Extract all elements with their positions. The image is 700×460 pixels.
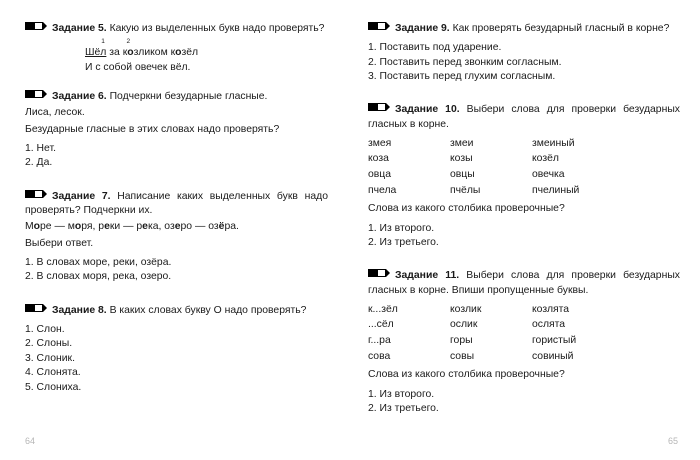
task-11-question: Слова из какого столбика проверочные? (368, 369, 565, 381)
task-8-label: Задание 8. (52, 304, 107, 316)
task-9 (368, 22, 680, 84)
task-10 (368, 103, 680, 250)
task-10-word-table (368, 136, 680, 198)
task-10-label: Задание 10. (395, 104, 460, 116)
task-marker-icon (25, 304, 47, 312)
task-9-options (368, 41, 680, 84)
task-7-instruction: Выбери ответ. (25, 237, 94, 249)
task-7 (25, 190, 328, 285)
task-marker-icon (368, 22, 390, 30)
word-table-cell: овца (368, 169, 392, 181)
word-table-row (368, 151, 680, 167)
task-5-poem-line-2 (25, 61, 328, 75)
task-6-options (25, 142, 328, 171)
task-6-heading (25, 90, 328, 104)
task-11-option-2[interactable]: 2. Из третьего. (368, 403, 439, 415)
word-table-cell: змеиный (532, 137, 575, 149)
word-table-cell: козёл (532, 153, 559, 165)
word-table-cell: к...зёл (368, 303, 398, 315)
task-11-label: Задание 11. (395, 270, 460, 282)
word-table-cell: козлята (532, 303, 570, 315)
task-7-label: Задание 7. (52, 190, 111, 202)
task-7-prompt: Написание каких выделенных букв надо проверять? Подчеркни их. (25, 190, 328, 217)
task-11 (368, 269, 680, 416)
page-number-left: 64 (25, 436, 36, 446)
task-11-word-table (368, 302, 680, 364)
task-6 (25, 90, 328, 171)
poem-line2-text: И с собой овечек вёл. (85, 61, 191, 73)
task-8-option-2[interactable]: 2. Слоны. (25, 338, 73, 350)
poem-bold-vowel-1: о (127, 47, 134, 59)
word-fragment: ка, оз (147, 221, 175, 233)
task-9-option-2[interactable]: 2. Поставить перед звонким согласным. (368, 56, 562, 68)
task-6-option-1[interactable]: 1. Нет. (25, 143, 56, 155)
task-7-heading (25, 190, 328, 218)
task-10-option-2[interactable]: 2. Из третьего. (368, 237, 439, 249)
task-5-prompt: Какую из выделенных букв надо проверять? (109, 23, 325, 34)
poem-underlined-word: Шёл (85, 47, 107, 59)
word-table-cell: змеи (450, 137, 474, 149)
task-5-poem-superscripts: 1 2 (85, 38, 131, 46)
poem-line1-rest: за к (106, 47, 128, 59)
task-8-option-4[interactable]: 4. Слонята. (25, 367, 81, 379)
task-11-options (368, 388, 680, 417)
word-table-cell: гористый (532, 335, 577, 347)
poem-bold-vowel-2: о (175, 47, 182, 59)
word-table-cell: совы (450, 350, 475, 362)
task-10-heading (368, 103, 680, 131)
word-table-cell: коза (368, 153, 389, 165)
task-7-option-2[interactable]: 2. В словах моря, река, озеро. (25, 271, 172, 283)
task-11-prompt: Выбери слова для проверки безударных гласных в корне. Впиши пропущенные буквы. (368, 270, 680, 296)
task-8-option-1[interactable]: 1. Слон. (25, 324, 65, 336)
word-table-row (368, 167, 680, 183)
word-table-cell: овцы (450, 169, 475, 181)
task-8-option-5[interactable]: 5. Слониха. (25, 381, 82, 393)
task-marker-icon (25, 22, 47, 30)
word-table-row (368, 349, 680, 365)
task-9-option-1[interactable]: 1. Поставить под ударение. (368, 42, 502, 54)
bold-vowel: о (74, 221, 82, 233)
task-7-options (25, 256, 328, 285)
task-8-option-3[interactable]: 3. Слоник. (25, 352, 75, 364)
word-table-cell: пчела (368, 184, 397, 196)
word-table-cell: горы (450, 335, 473, 347)
word-table-row (368, 317, 680, 333)
task-6-label: Задание 6. (52, 91, 107, 103)
bold-vowel: е (174, 221, 181, 233)
word-table-cell: козлик (450, 303, 482, 315)
word-table-cell: козы (450, 153, 473, 165)
word-table-cell: совиный (532, 350, 574, 362)
word-fragment: ки — р (109, 221, 143, 233)
task-9-option-3[interactable]: 3. Поставить перед глухим согласным. (368, 71, 556, 83)
word-table-cell: ...сёл (368, 319, 394, 331)
task-10-options (368, 222, 680, 251)
word-table-row (368, 183, 680, 199)
task-5-label: Задание 5. (52, 23, 107, 34)
page-right (350, 0, 700, 460)
task-7-words (25, 220, 328, 234)
task-5-poem-line-1 (25, 46, 328, 60)
task-5-heading (25, 22, 328, 36)
task-10-option-1[interactable]: 1. Из второго. (368, 222, 435, 234)
word-table-cell: ослята (532, 319, 566, 331)
task-marker-icon (25, 190, 47, 198)
word-table-cell: пчёлы (450, 184, 481, 196)
word-fragment: М (25, 221, 34, 233)
task-8-prompt: В каких словах букву О надо проверять? (109, 304, 307, 316)
task-marker-icon (368, 269, 390, 277)
word-fragment: ро — оз (180, 221, 219, 233)
word-table-cell: г...ра (368, 335, 391, 347)
task-9-prompt: Как проверять безударный гласный в корне? (452, 23, 670, 34)
poem-line1-end: зёл (181, 47, 199, 59)
page-number-right: 65 (667, 436, 678, 446)
bold-vowel: о (33, 221, 41, 233)
task-8-options (25, 323, 328, 395)
bold-vowel: ё (218, 221, 225, 233)
task-8-heading (25, 304, 328, 318)
word-table-cell: ослик (450, 319, 478, 331)
task-10-prompt: Выбери слова для проверки безударных гласных в корне. (368, 104, 680, 130)
word-table-row (368, 302, 680, 318)
task-8 (25, 304, 328, 395)
task-5-poem (25, 38, 328, 75)
task-marker-icon (368, 103, 390, 111)
word-table-row (368, 333, 680, 349)
word-table-cell: пчелиный (532, 184, 580, 196)
task-11-option-1[interactable]: 1. Из второго. (368, 388, 435, 400)
task-10-question: Слова из какого столбика проверочные? (368, 203, 565, 215)
task-6-option-2[interactable]: 2. Да. (25, 157, 53, 169)
task-6-question: Безударные гласные в этих словах надо проверять? (25, 123, 280, 135)
bold-vowel: е (142, 221, 148, 233)
bold-vowel: е (104, 221, 110, 233)
word-table-cell: овечка (532, 169, 565, 181)
task-9-label: Задание 9. (395, 23, 450, 34)
task-9-heading (368, 22, 680, 36)
task-6-prompt: Подчеркни безударные гласные. (109, 91, 268, 103)
task-7-option-1[interactable]: 1. В словах море, реки, озёра. (25, 257, 172, 269)
poem-line1-mid: зликом к (133, 47, 176, 59)
task-5 (25, 22, 328, 75)
word-fragment: ре — м (40, 221, 75, 233)
word-table-row (368, 136, 680, 152)
task-marker-icon (25, 90, 47, 98)
task-6-words: Лиса, лесок. (25, 107, 85, 119)
word-fragment: ря, р (81, 221, 105, 233)
word-fragment: ра. (224, 221, 239, 233)
task-11-heading (368, 269, 680, 297)
word-table-cell: сова (368, 350, 391, 362)
word-table-cell: змея (368, 137, 392, 149)
